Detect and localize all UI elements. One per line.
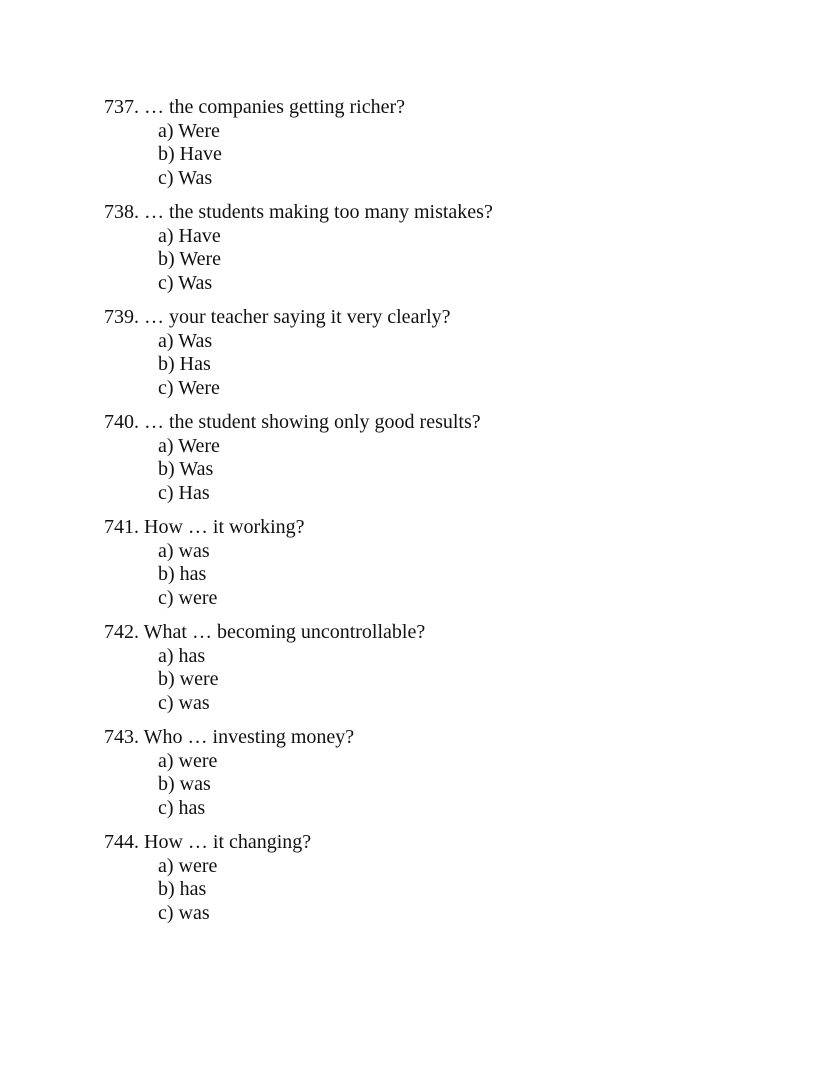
question-text: … the companies getting richer? <box>144 96 406 118</box>
option-a: a) were <box>158 749 218 772</box>
option-b: b) Were <box>158 248 221 270</box>
question-737 <box>104 96 744 190</box>
option-a: a) Were <box>158 119 220 142</box>
question-stem <box>104 621 744 645</box>
question-number: 738. <box>104 201 139 223</box>
question-text: … the students making too many mistakes? <box>144 201 493 223</box>
question-number: 740. <box>104 411 139 433</box>
question-number: 737. <box>104 96 139 118</box>
question-742 <box>104 621 744 715</box>
option-a: a) Were <box>158 434 220 457</box>
question-number: 744. <box>104 831 139 853</box>
question-list <box>104 96 744 936</box>
question-number: 743. <box>104 726 139 748</box>
question-743 <box>104 726 744 820</box>
question-stem <box>104 516 744 540</box>
question-text: … your teacher saying it very clearly? <box>144 306 451 328</box>
question-738 <box>104 201 744 295</box>
question-stem <box>104 726 744 750</box>
question-number: 739. <box>104 306 139 328</box>
option-b: b) Has <box>158 353 211 375</box>
answer-options <box>104 750 744 821</box>
answer-options <box>104 225 744 296</box>
question-744 <box>104 831 744 925</box>
question-text: … the student showing only good results? <box>144 411 481 433</box>
question-741 <box>104 516 744 610</box>
option-b: b) has <box>158 563 207 585</box>
option-c: c) was <box>158 691 210 714</box>
question-stem <box>104 831 744 855</box>
answer-options <box>104 540 744 611</box>
option-a: a) was <box>158 539 210 562</box>
question-740 <box>104 411 744 505</box>
question-text: How … it working? <box>144 516 305 538</box>
option-c: c) Were <box>158 376 220 399</box>
option-b: b) was <box>158 773 211 795</box>
option-c: c) were <box>158 586 218 609</box>
answer-options <box>104 855 744 926</box>
question-text: Who … investing money? <box>143 726 355 748</box>
option-b: b) were <box>158 668 219 690</box>
answer-options <box>104 435 744 506</box>
question-stem <box>104 96 744 120</box>
option-c: c) was <box>158 901 210 924</box>
option-c: c) has <box>158 796 206 819</box>
question-739 <box>104 306 744 400</box>
answer-options <box>104 645 744 716</box>
option-a: a) were <box>158 854 218 877</box>
question-number: 741. <box>104 516 139 538</box>
option-a: a) Was <box>158 329 213 352</box>
question-text: How … it changing? <box>144 831 312 853</box>
answer-options <box>104 120 744 191</box>
option-c: c) Was <box>158 271 213 294</box>
question-text: What … becoming uncontrollable? <box>143 621 426 643</box>
question-stem <box>104 201 744 225</box>
question-stem <box>104 306 744 330</box>
option-b: b) has <box>158 878 207 900</box>
option-a: a) has <box>158 644 206 667</box>
answer-options <box>104 330 744 401</box>
question-number: 742. <box>104 621 139 643</box>
option-c: c) Was <box>158 166 213 189</box>
question-stem <box>104 411 744 435</box>
option-b: b) Was <box>158 458 214 480</box>
option-c: c) Has <box>158 481 210 504</box>
option-a: a) Have <box>158 224 221 247</box>
option-b: b) Have <box>158 143 222 165</box>
